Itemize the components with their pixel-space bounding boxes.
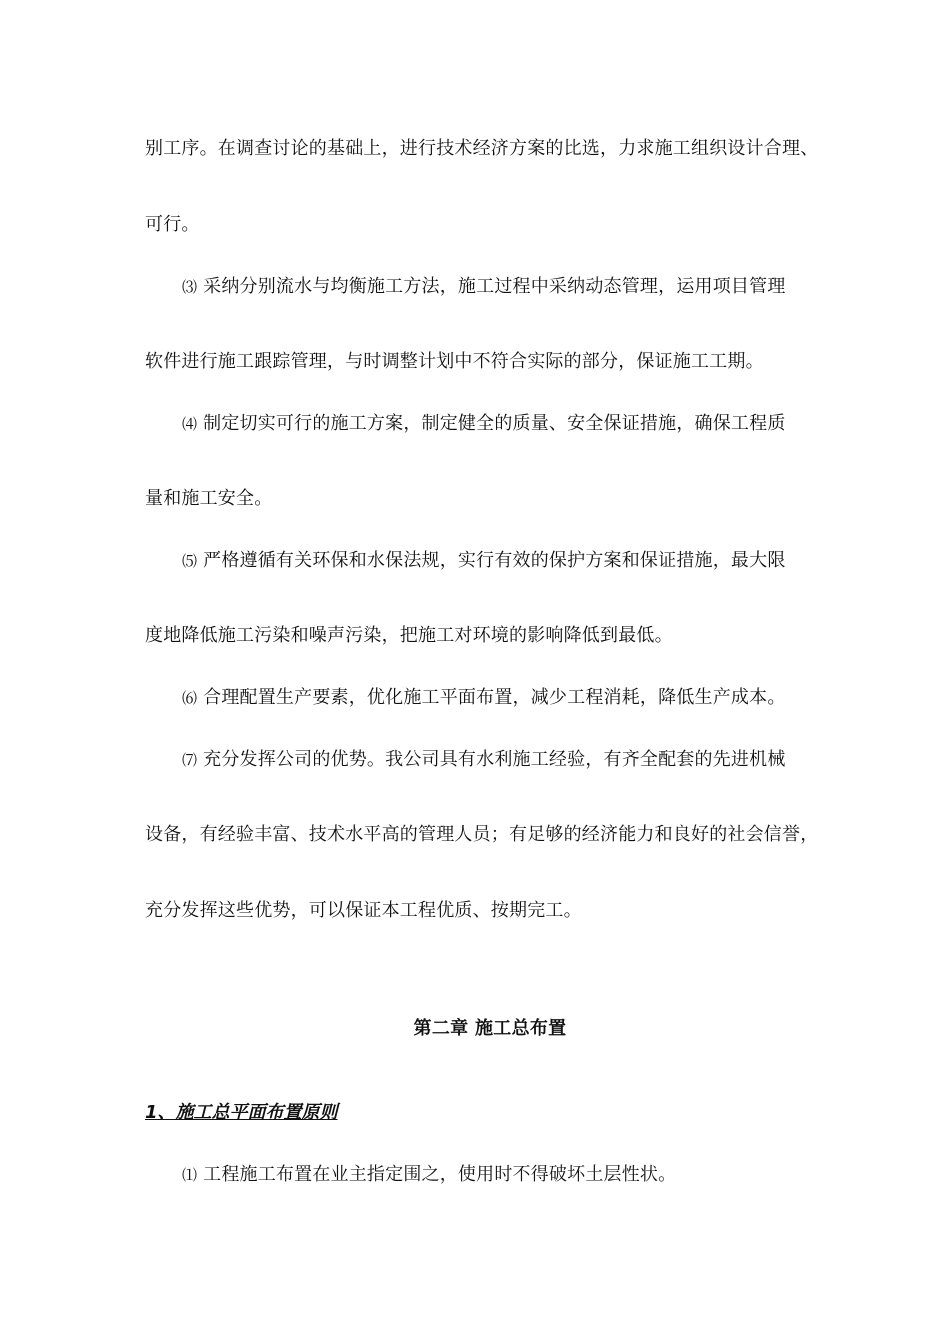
list-item-6 — [182, 686, 786, 710]
paragraph-line: 可行。 — [145, 214, 200, 235]
chapter-title: 第二章 施工总布置 — [413, 1018, 567, 1039]
list-marker: ⑶ — [182, 278, 198, 296]
list-item-text: 合理配置生产要素，优化施工平面布置，减少工程消耗，降低生产成本。 — [203, 687, 786, 708]
list-marker: ⑸ — [182, 552, 198, 570]
list-item-3 — [182, 275, 786, 299]
list-item-text: 制定切实可行的施工方案，制定健全的质量、安全保证措施，确保工程质 — [203, 413, 786, 434]
list-item-text: 采纳分别流水与均衡施工方法，施工过程中采纳动态管理，运用项目管理 — [203, 276, 786, 297]
list-marker: ⑺ — [182, 751, 198, 769]
paragraph-line: 量和施工安全。 — [145, 488, 273, 509]
list-item-7 — [182, 748, 786, 772]
list-item-text: 严格遵循有关环保和水保法规，实行有效的保护方案和保证措施，最大限 — [203, 550, 786, 571]
section-heading: 1、施工总平面布置原则 — [145, 1102, 338, 1123]
paragraph-line: 软件进行施工跟踪管理，与时调整计划中不符合实际的部分，保证施工工期。 — [145, 351, 764, 372]
list-item-5 — [182, 549, 786, 573]
list-marker: ⑹ — [182, 689, 198, 707]
paragraph-line: 度地降低施工污染和噪声污染，把施工对环境的影响降低到最低。 — [145, 625, 673, 646]
list-item-1 — [182, 1163, 676, 1187]
list-marker: ⑷ — [182, 415, 198, 433]
list-item-text: 工程施工布置在业主指定围之，使用时不得破坏土层性状。 — [203, 1164, 677, 1185]
list-item-text: 充分发挥公司的优势。我公司具有水利施工经验，有齐全配套的先进机械 — [203, 749, 786, 770]
paragraph-line: 别工序。在调查讨论的基础上，进行技术经济方案的比选，力求施工组织设计合理、 — [145, 138, 819, 159]
list-marker: ⑴ — [182, 1166, 198, 1184]
paragraph-line: 设备，有经验丰富、技术水平高的管理人员；有足够的经济能力和良好的社会信誉， — [145, 824, 819, 845]
paragraph-line: 充分发挥这些优势，可以保证本工程优质、按期完工。 — [145, 900, 582, 921]
list-item-4 — [182, 412, 786, 436]
